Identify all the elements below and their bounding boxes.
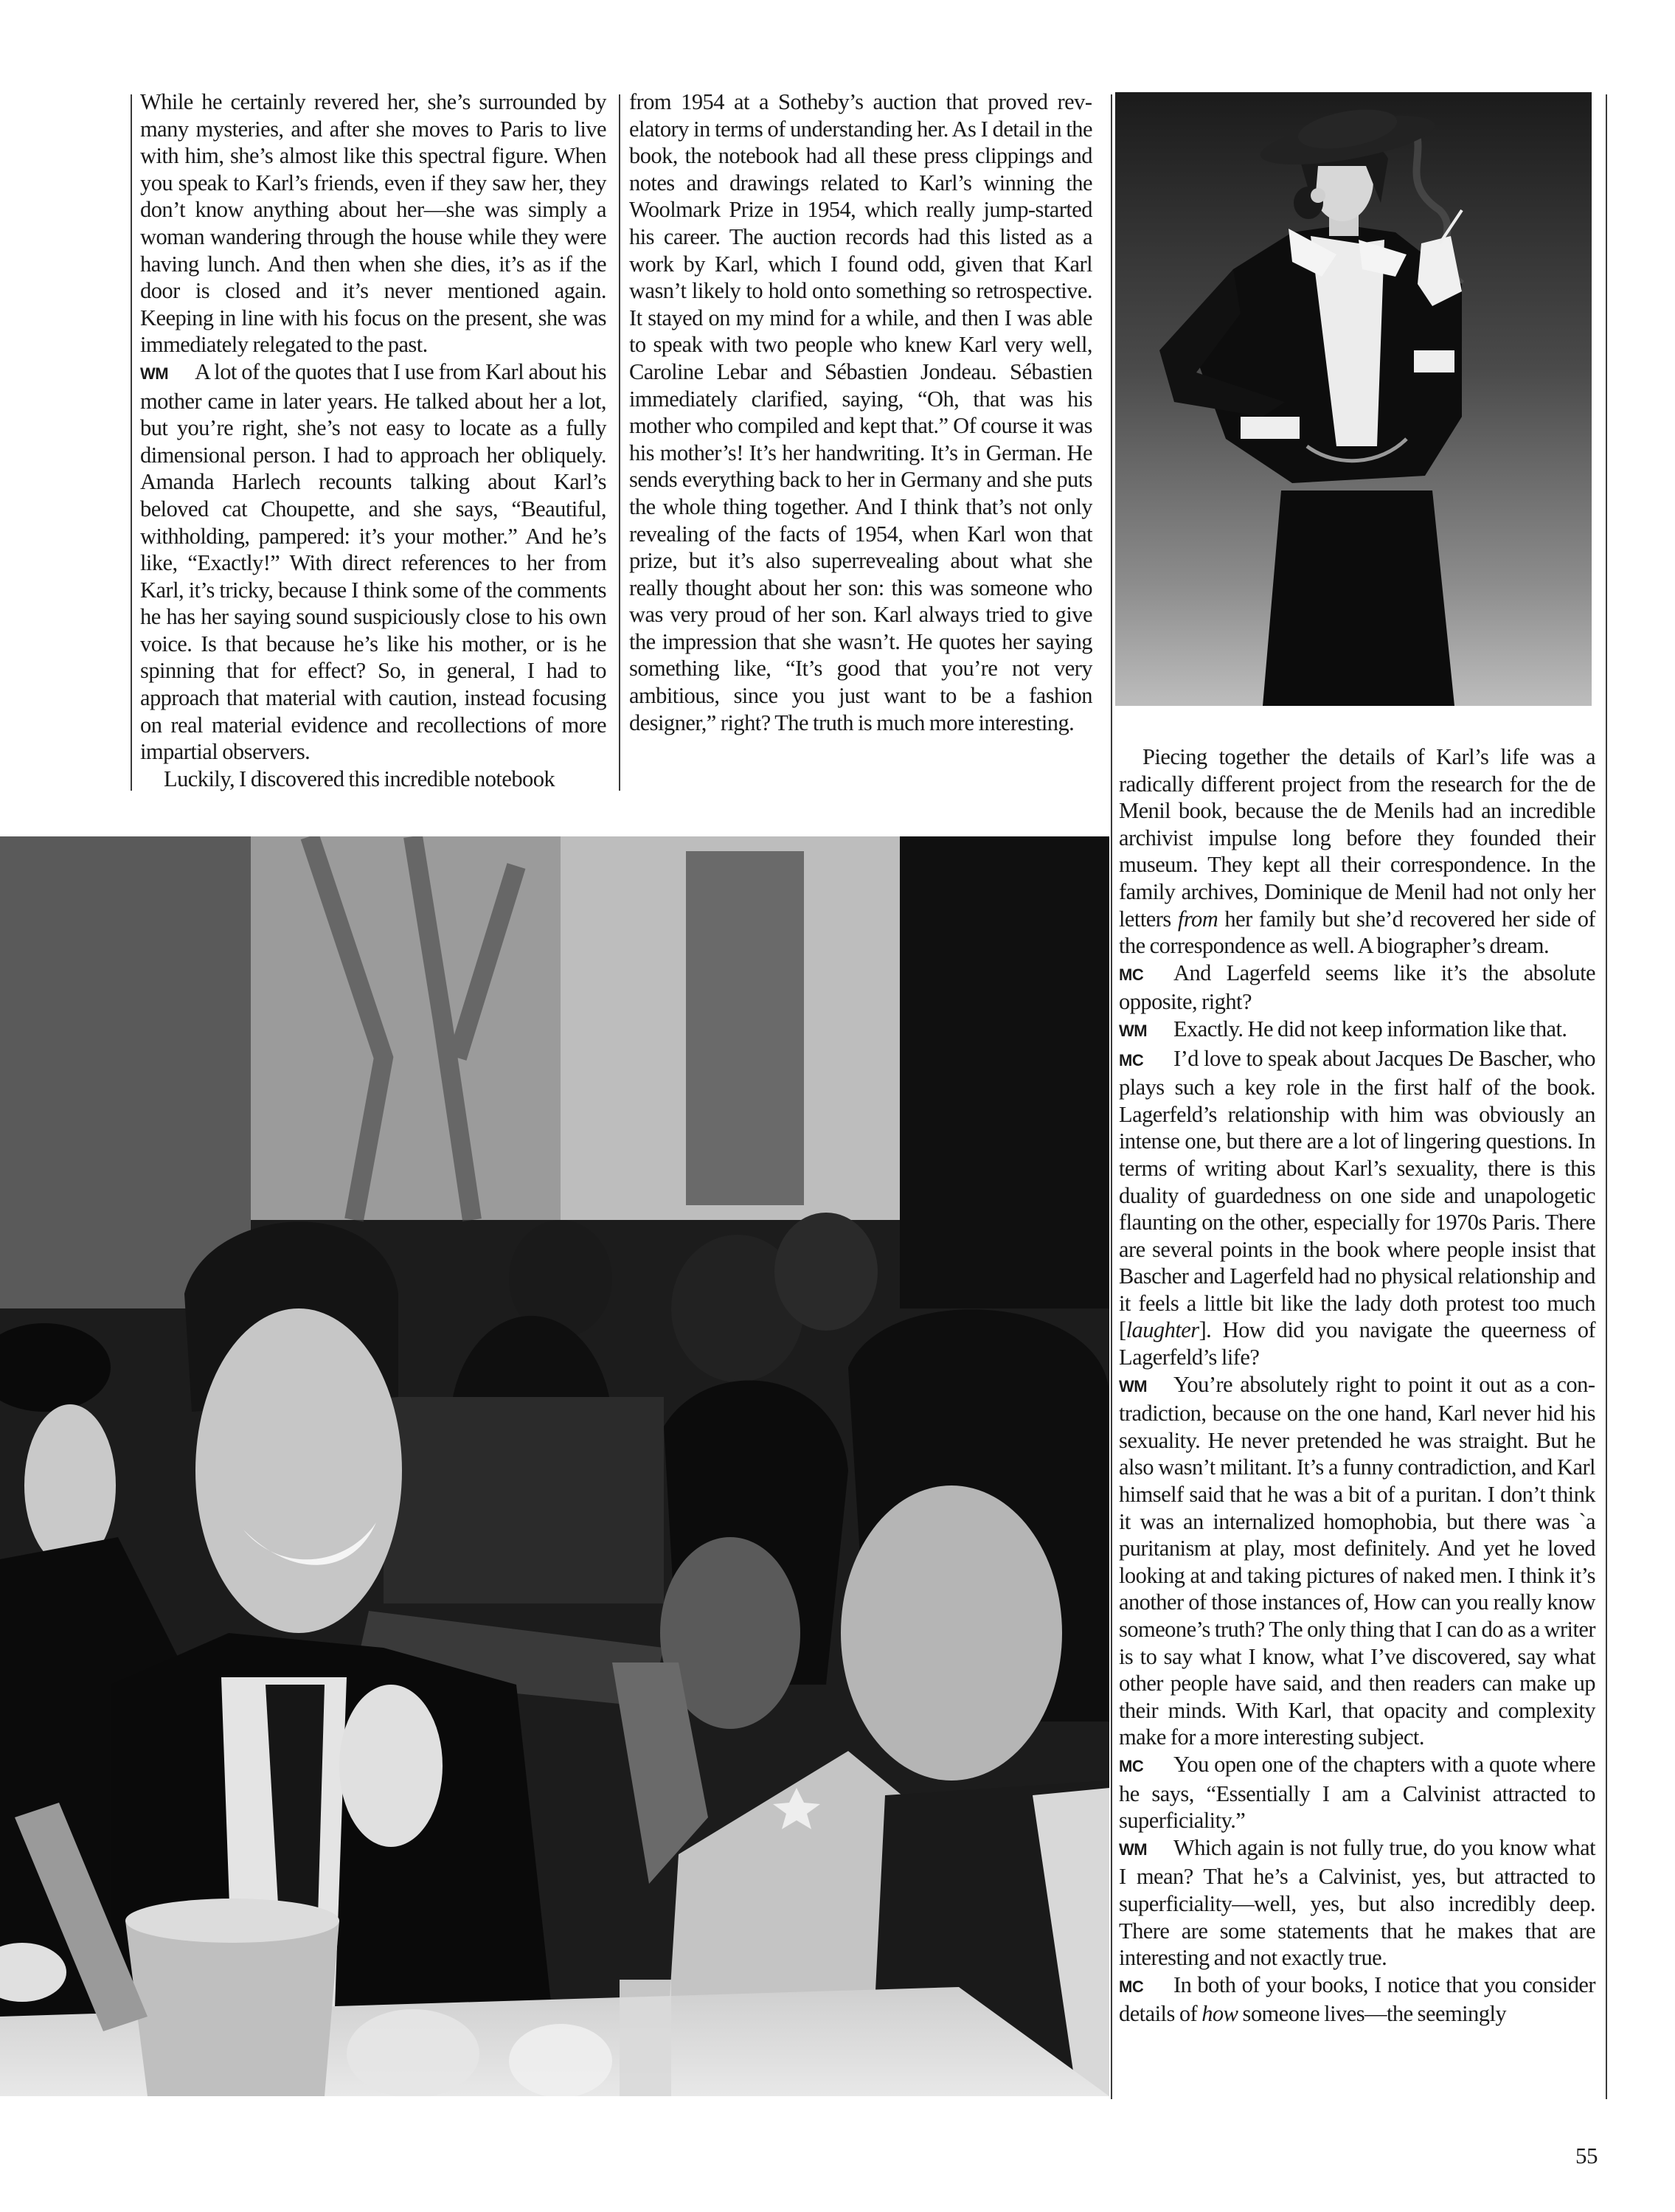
paragraph-text: someone lives—the seemingly xyxy=(1238,2001,1507,2027)
paragraph-text: You open one of the chapters with a quote where he says, “Essentially I am a Calvinist attracted to superficiality.” xyxy=(1119,1751,1595,1834)
column-rule-far-right xyxy=(1606,94,1607,2099)
article-column-2 xyxy=(629,89,1092,736)
paragraph: While he certainly revered her, she’s surrounded by many mysteries, and after she moves to Paris to live with him, she’s almost like this spectral figure. When you speak to Karl’s friends, even if they saw her, they don’t know anything about her—she was simply a woman wandering through the house while they were having lunch. And then when she dies, it’s as if the door is closed and it’s never mentioned again. Keeping in line with his focus on the present, she was immediately relegated to the past. xyxy=(140,89,606,358)
article-column-1 xyxy=(140,89,606,792)
paragraph: Luckily, I discovered this incredible notebook xyxy=(164,766,555,791)
paragraph-text: her family but she’d recovered her side of the correspondence as well. A biographer’s dream. xyxy=(1119,906,1595,959)
article-column-3 xyxy=(1119,743,1595,2028)
paragraph-text: In both of your books, I notice that you consider details of xyxy=(1119,1972,1595,2027)
speaker-label-mc: MC xyxy=(1119,965,1144,984)
column-rule-middle xyxy=(619,94,620,791)
column-rule-right-of-col2 xyxy=(1111,94,1112,2099)
paragraph xyxy=(140,358,606,766)
speaker-label-wm: WM xyxy=(140,364,169,383)
paragraph-text: Exactly. He did not keep information like that. xyxy=(1173,1016,1567,1041)
paragraph-text: Which again is not fully true, do you know what I mean? That he’s a Calvinist, yes, but attracted to superficiality—well, yes, but also incredibly deep. There are some statements that he makes that are interesting and not exactly true. xyxy=(1119,1834,1595,1971)
speaker-label-wm: WM xyxy=(1119,1376,1148,1395)
paragraph xyxy=(1119,1751,1595,1834)
portrait-photo xyxy=(1115,92,1592,706)
italic-text: laughter xyxy=(1126,1317,1199,1343)
cafe-photo-graphic xyxy=(0,836,1109,2096)
paragraph: from 1954 at a Sotheby’s auction that proved revelatory in terms of understanding her. As I detail in the book, the notebook had all these press clippings and notes and drawings related to Karl’s winning the Woolmark Prize in 1954, which really jump-started his career. The auction records had this listed as a work by Karl, which I found odd, given that Karl wasn’t likely to hold onto something so retrospective. It stayed on my mind for a while, and then I was able to speak with two people who knew Karl very well, Caroline Lebar and Sébastien Jondeau. Sébastien immediately clarified, saying, “Oh, that was his mother who compiled and kept that.” Of course it was his mother’s! It’s her handwriting. It’s in German. He sends everything back to her in Germany and she puts the whole thing together. And I think that’s not only revealing of the facts of 1954, when Karl won that prize, but it’s also superrevealing about what she really thought about her son: this was someone who was very proud of her son. Karl always tried to give the impression that she wasn’t. He quotes her saying something like, “It’s good that you’re not very ambitious, since you just want to be a fashion designer,” right? The truth is much more interesting. xyxy=(629,89,1092,735)
italic-text: how xyxy=(1201,2001,1238,2027)
page-number: 55 xyxy=(1575,2143,1598,2168)
italic-text: from xyxy=(1177,906,1218,932)
paragraph xyxy=(1119,960,1595,1016)
speaker-label-wm: WM xyxy=(1119,1840,1148,1859)
paragraph xyxy=(1119,1834,1595,1972)
paragraph xyxy=(1119,1371,1595,1751)
paragraph xyxy=(1119,1016,1595,1045)
paragraph xyxy=(1119,743,1595,960)
paragraph xyxy=(1119,1972,1595,2028)
cafe-photo xyxy=(0,836,1109,2096)
speaker-label-mc: MC xyxy=(1119,1050,1144,1069)
paragraph-text: ]. How did you navigate the queerness of Lagerfeld’s life? xyxy=(1119,1317,1595,1370)
paragraph-text: Piecing together the details of Karl’s life was a radically different project from the research for the de Menil book, because the de Menils had an incredible archivist impulse long before they founded their museum. They kept all their correspondence. In the family archives, Dominique de Menil had not only her letters xyxy=(1119,744,1595,932)
speaker-label-mc: MC xyxy=(1119,1756,1144,1775)
speaker-label-wm: WM xyxy=(1119,1021,1148,1040)
paragraph xyxy=(1119,1045,1595,1371)
paragraph-text: You’re absolutely right to point it out as a contradiction, because on the one hand, Karl never hid his sexuality. He never pretended he was straight. But he also wasn’t militant. It’s a funny contradiction, and Karl himself said that he was a bit of a puritan. I don’t think it was an internalized homophobia, but there was `a puritanism at play, most definitely. And yet he loved looking at and taking pictures of naked men. I think it’s another of those instances of, How can you really know someone’s truth? The only thing that I can do as a writer is to say what I know, what I’ve discovered, say what other people have said, and then readers can make up their minds. With Karl, that opacity and complexity make for a more interesting subject. xyxy=(1119,1371,1595,1750)
paragraph-text: And Lagerfeld seems like it’s the absolute opposite, right? xyxy=(1119,960,1595,1015)
column-rule-left xyxy=(131,94,132,791)
speaker-label-mc: MC xyxy=(1119,1977,1144,1996)
portrait-photo-graphic xyxy=(1115,92,1592,706)
paragraph-text: I’d love to speak about Jacques De Bascher, who plays such a key role in the first half of the book. Lagerfeld’s relationship with him was obviously an intense one, but there are a lot of lingering questions. In terms of writing about Karl’s sexuality, there is this duality of guardedness on one side and unapologetic flaunting on the other, especially for 1970s Paris. There are several points in the book where people insist that Bascher and Lagerfeld had no physical relationship and it feels a little bit like the lady doth protest too much [ xyxy=(1119,1045,1595,1343)
paragraph-text: A lot of the quotes that I use from Karl about his mother came in later years. He talked about her a lot, but you’re right, she’s not easy to locate as a fully dimensional person. I had to approach her obliquely. Amanda Harlech recounts talking about Karl’s beloved cat Choupette, and she says, “Beautiful, withholding, pampered: it’s your mother.” And he’s like, “Exactly!” With direct references to her from Karl, it’s tricky, because I think some of the comments he has her saying sound suspiciously close to his own voice. Is that because he’s like his mother, or is he spinning that for effect? So, in general, I had to approach that material with caution, instead focusing on real material evidence and recollections of more impartial observers. xyxy=(140,358,606,765)
